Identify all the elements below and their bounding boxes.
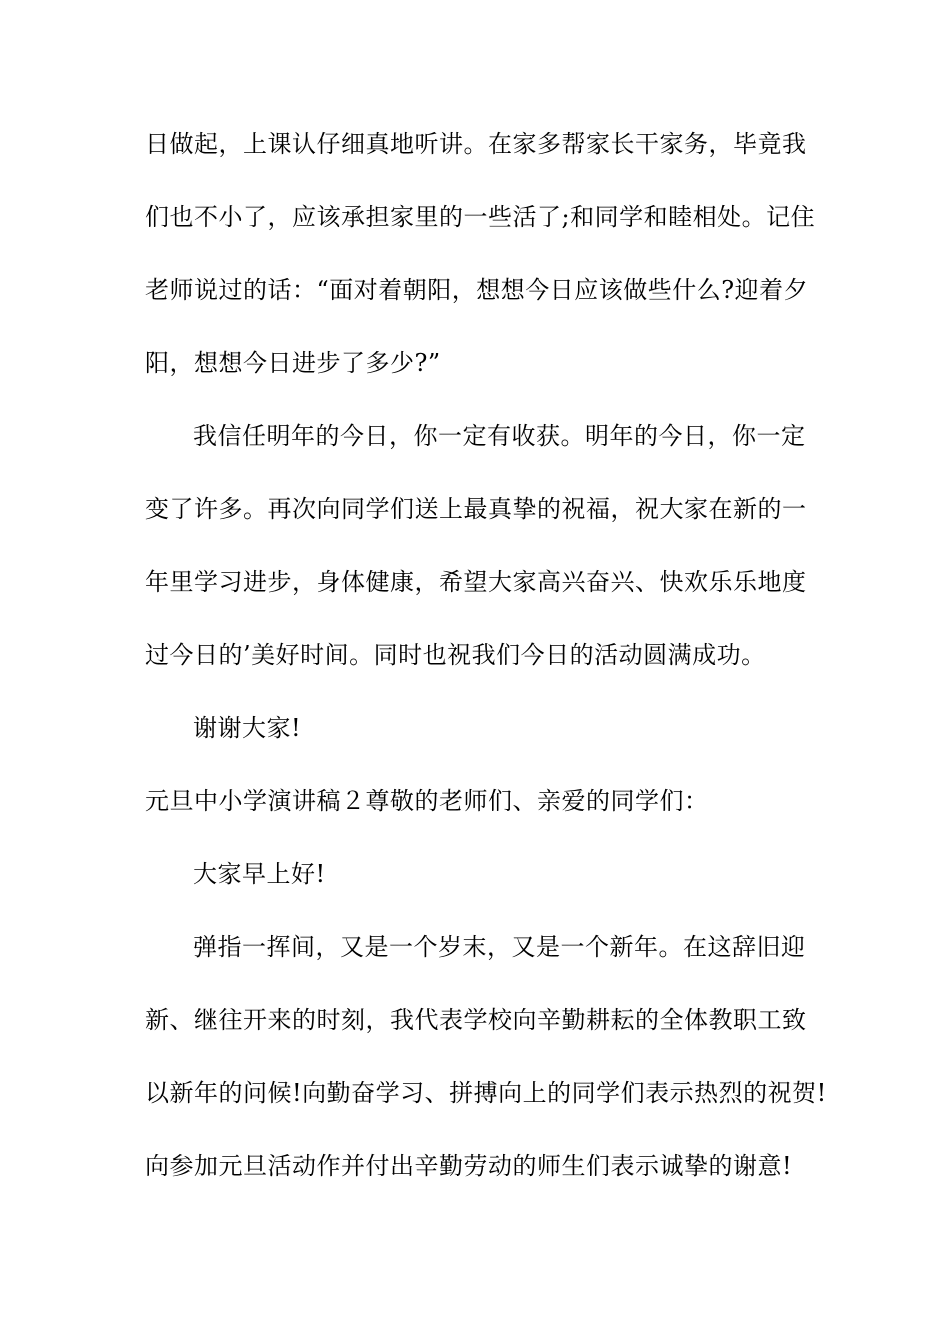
text-line: 向参加元旦活动作并付出辛勤劳动的师生们表示诚挚的谢意! [145, 1152, 793, 1180]
text-line: 阳，想想今日进步了多少?” [145, 349, 441, 377]
paragraph-start-line: 弹指一挥间，又是一个岁末，又是一个新年。在这辞旧迎 [193, 933, 806, 961]
speech-title-line: 元旦中小学演讲稿２尊敬的老师们、亲爱的同学们： [145, 787, 709, 815]
text-line: 新、继往开来的时刻，我代表学校向辛勤耕耘的全体教职工致 [145, 1006, 807, 1034]
text-line: 老师说过的话：“面对着朝阳，想想今日应该做些什么?迎着夕 [145, 276, 809, 304]
text-line: 们也不小了，应该承担家里的一些活了;和同学和睦相处。记住 [145, 203, 816, 231]
text-line: 年里学习进步，身体健康，希望大家高兴奋兴、快欢乐乐地度 [145, 568, 807, 596]
thanks-line: 谢谢大家! [193, 714, 302, 742]
greeting-line: 大家早上好! [193, 860, 326, 888]
text-line: 以新年的问候!向勤奋学习、拼搏向上的同学们表示热烈的祝贺! [145, 1079, 827, 1107]
text-line: 变了许多。再次向同学们送上最真挚的祝福，祝大家在新的一 [145, 495, 807, 523]
text-line: 过今日的’美好时间。同时也祝我们今日的活动圆满成功。 [145, 641, 766, 669]
paragraph-start-line: 我信任明年的今日，你一定有收获。明年的今日，你一定 [193, 422, 806, 450]
text-line: 日做起，上课认仔细真地听讲。在家多帮家长干家务，毕竟我 [145, 130, 807, 158]
document-body [145, 132, 825, 1227]
